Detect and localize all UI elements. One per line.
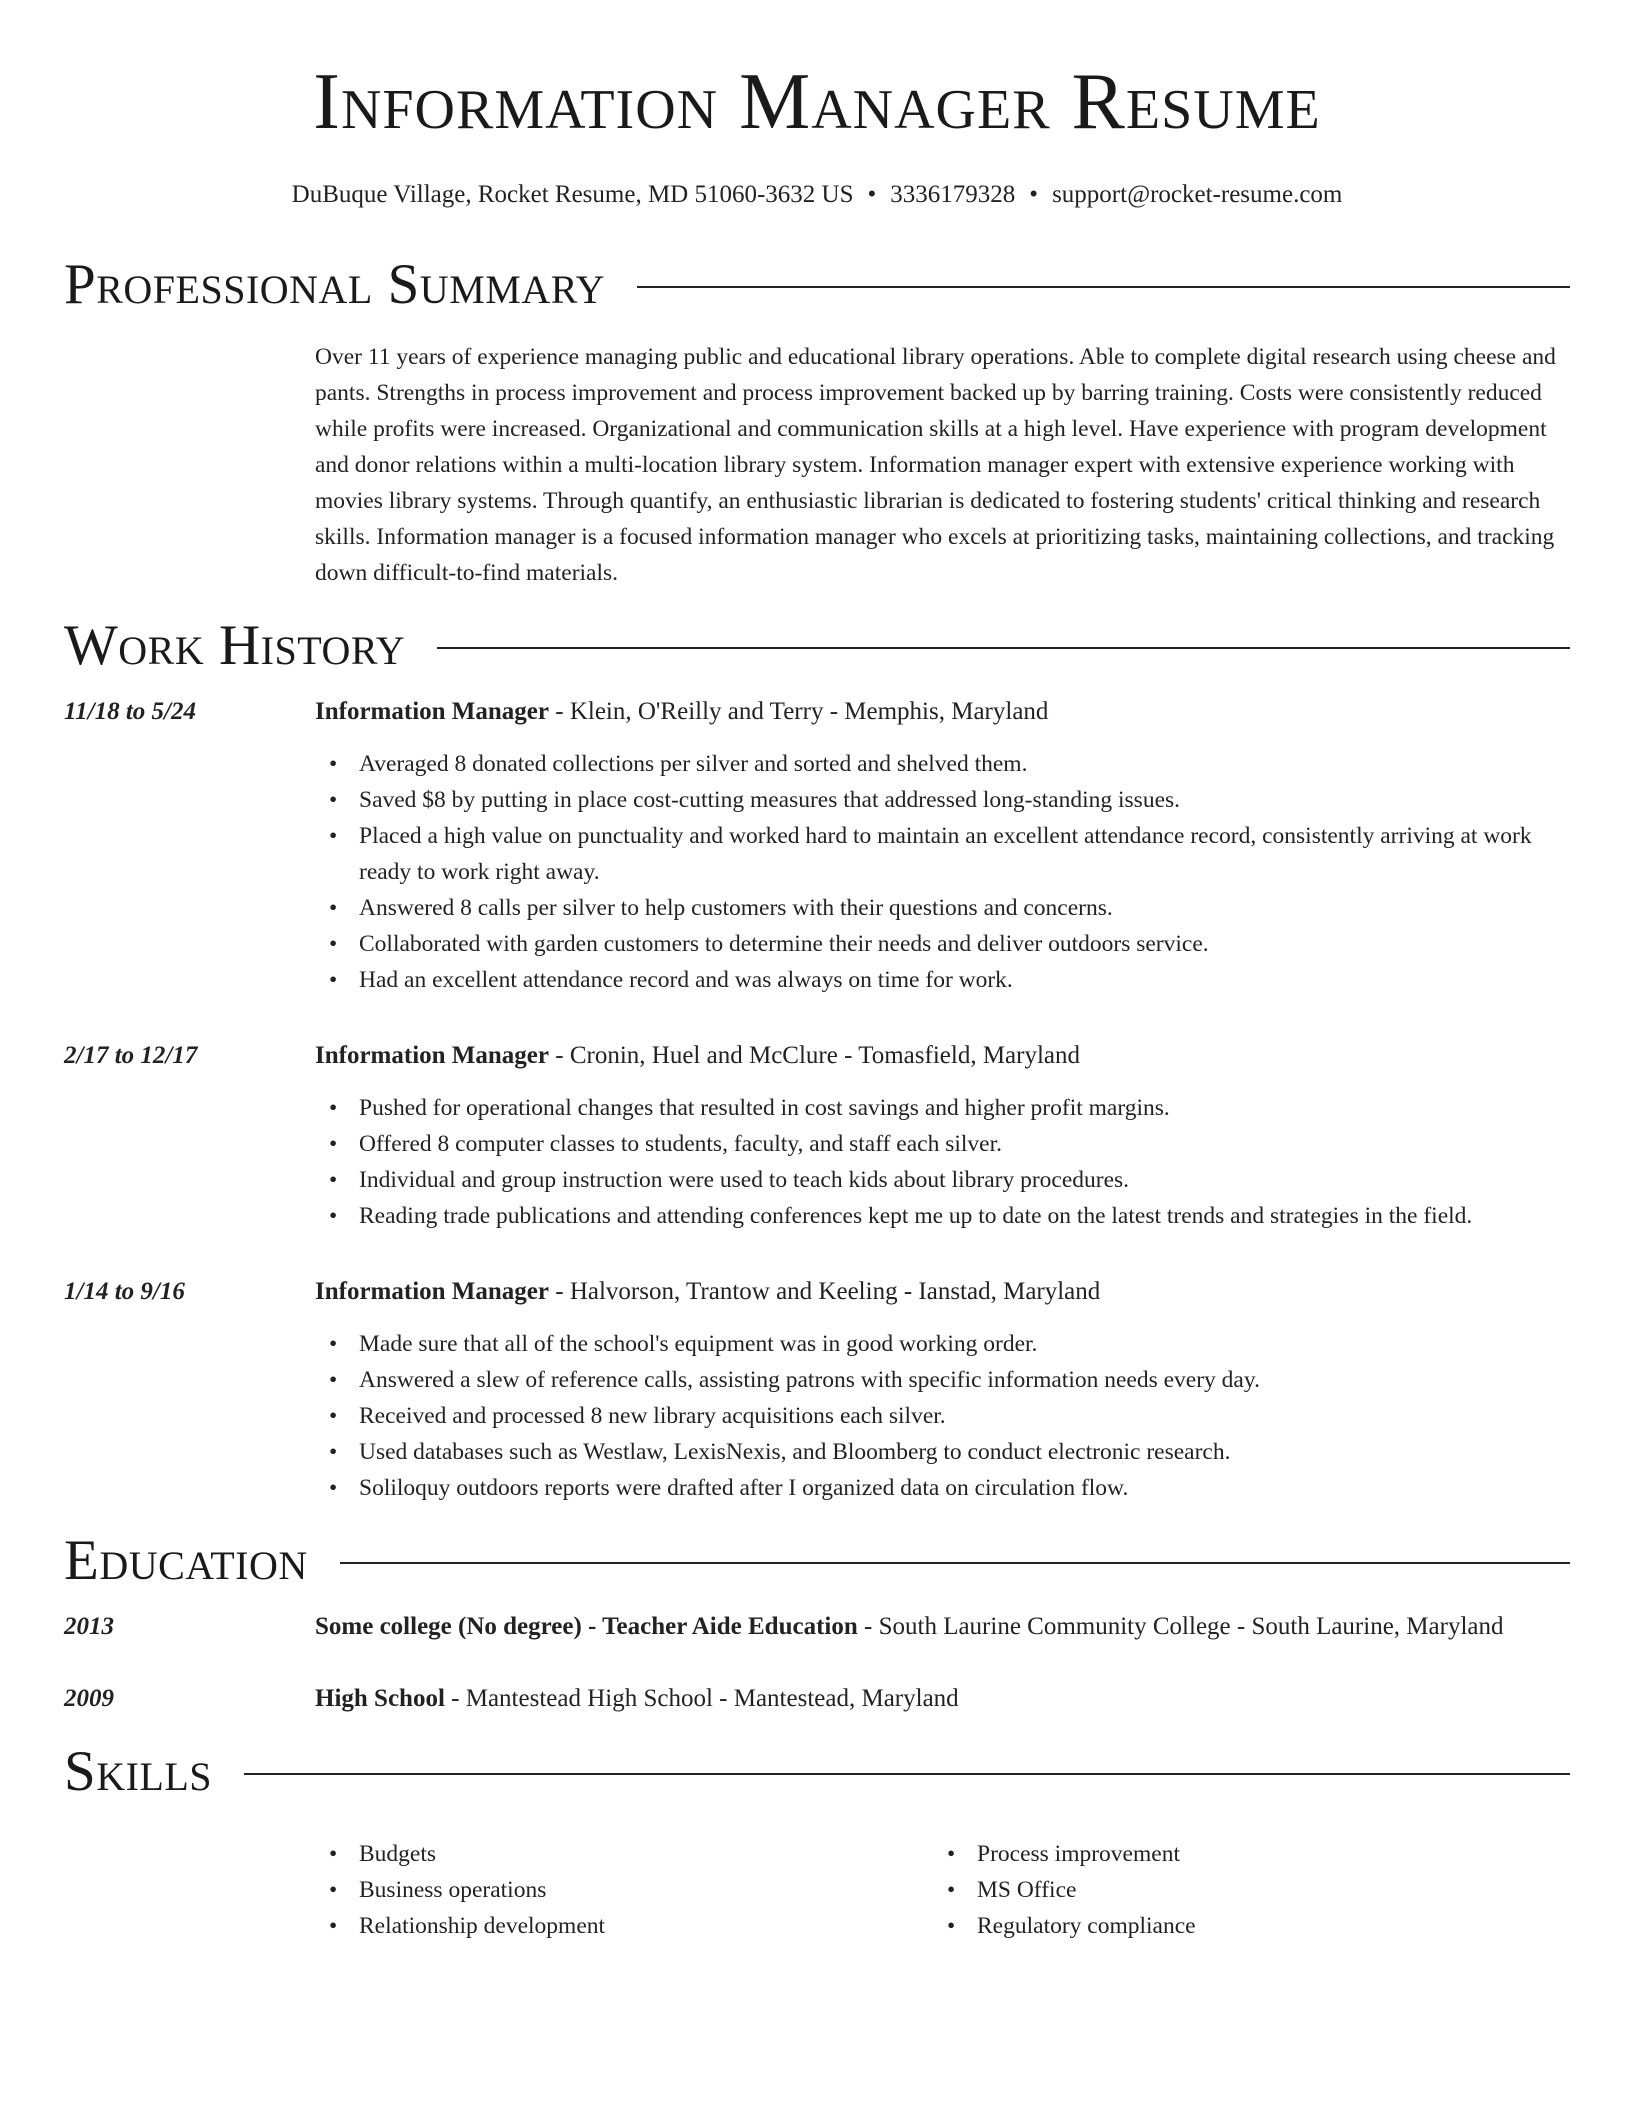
skills-list: [315, 1836, 1570, 1944]
skills-section-header: [64, 1740, 1570, 1803]
job-body: [315, 694, 1570, 998]
contact-separator: •: [1029, 181, 1039, 208]
work-history-list: [64, 694, 1570, 1506]
education-list: [64, 1609, 1570, 1717]
summary-text: Over 11 years of experience managing public and educational library operations. Able to complete digital research using cheese and pants. Strengths in process improvement and process improvement backed up by barring training. Costs were consistently reduced while profits were increased. Organizational and communication skills at a high level. Have experience with program development and donor relations within a multi-location library system. Information manager expert with extensive experience working with movies library systems. Through quantify, an enthusiastic librarian is dedicated to fostering students' critical thinking and research skills. Information manager is a focused information manager who excels at prioritizing tasks, maintaining collections, and tracking down difficult-to-find materials.: [315, 344, 1556, 586]
job-title: Information Manager: [315, 1042, 549, 1069]
resume-title: Information Manager Resume: [313, 58, 1321, 146]
list-item: • Pushed for operational changes that resulted in cost savings and higher profit margins.: [315, 1090, 1570, 1126]
education-degree: High School: [315, 1685, 445, 1712]
education-year: 2013: [64, 1613, 114, 1640]
job-entry: [64, 1038, 1570, 1234]
section-divider: [637, 286, 1570, 288]
education-details: - Mantestead High School - Mantestead, Maryland: [444, 1685, 959, 1712]
skill-item: • Business operations: [315, 1872, 933, 1908]
job-entry: [64, 694, 1570, 998]
job-dates: 2/17 to 12/17: [64, 1042, 198, 1069]
section-divider: [244, 1773, 1570, 1775]
job-heading: [315, 1038, 1570, 1074]
job-bullets: [315, 746, 1570, 998]
section-divider: [437, 647, 1570, 649]
list-item: • Received and processed 8 new library acquisitions each silver.: [315, 1398, 1570, 1434]
contact-phone: 3336179328: [890, 181, 1016, 208]
skills-column-left: [315, 1836, 933, 1944]
job-dates: 1/14 to 9/16: [64, 1278, 185, 1305]
list-item: • Reading trade publications and attending conferences kept me up to date on the latest trends and strategies in the field.: [315, 1198, 1570, 1234]
skills-heading: Skills: [64, 1740, 213, 1803]
list-item: • Answered a slew of reference calls, assisting patrons with specific information needs every day.: [315, 1362, 1570, 1398]
skill-item: • Regulatory compliance: [933, 1908, 1551, 1944]
work-section-header: [64, 614, 1570, 677]
list-item: • Individual and group instruction were used to teach kids about library procedures.: [315, 1162, 1570, 1198]
list-item: • Answered 8 calls per silver to help customers with their questions and concerns.: [315, 890, 1570, 926]
job-heading: [315, 694, 1570, 730]
skill-item: • Process improvement: [933, 1836, 1551, 1872]
job-title: Information Manager: [315, 1278, 549, 1305]
list-item: • Had an excellent attendance record and was always on time for work.: [315, 962, 1570, 998]
skill-item: • MS Office: [933, 1872, 1551, 1908]
education-year: 2009: [64, 1685, 114, 1712]
list-item: • Placed a high value on punctuality and worked hard to maintain an excellent attendance record, consistently arriving at work ready to work right away.: [315, 818, 1570, 890]
contact-address: DuBuque Village, Rocket Resume, MD 51060-3632 US: [291, 181, 854, 208]
list-item: • Saved $8 by putting in place cost-cutting measures that addressed long-standing issues.: [315, 782, 1570, 818]
job-details: - Klein, O'Reilly and Terry - Memphis, Maryland: [549, 698, 1049, 725]
job-bullets: [315, 1326, 1570, 1506]
education-body: [315, 1609, 1570, 1645]
summary-heading: Professional Summary: [64, 253, 606, 316]
job-entry: [64, 1274, 1570, 1506]
contact-separator: •: [867, 181, 877, 208]
education-entry: [64, 1681, 1570, 1717]
contact-line: [64, 178, 1570, 212]
skill-item: • Budgets: [315, 1836, 933, 1872]
job-details: - Cronin, Huel and McClure - Tomasfield, Maryland: [549, 1042, 1081, 1069]
education-entry: [64, 1609, 1570, 1645]
list-item: • Used databases such as Westlaw, LexisNexis, and Bloomberg to conduct electronic research.: [315, 1434, 1570, 1470]
job-dates: 11/18 to 5/24: [64, 698, 196, 725]
work-heading: Work History: [64, 614, 406, 677]
section-divider: [340, 1562, 1570, 1564]
summary-section-header: [64, 253, 1570, 316]
list-item: • Made sure that all of the school's equipment was in good working order.: [315, 1326, 1570, 1362]
education-heading: Education: [64, 1529, 308, 1592]
job-body: [315, 1274, 1570, 1506]
skill-item: • Relationship development: [315, 1908, 933, 1944]
job-details: - Halvorson, Trantow and Keeling - Ianstad, Maryland: [549, 1278, 1101, 1305]
job-body: [315, 1038, 1570, 1234]
resume-page: [64, 0, 1570, 1944]
education-degree: Some college (No degree) - Teacher Aide Education: [315, 1613, 858, 1640]
education-section-header: [64, 1529, 1570, 1592]
list-item: • Averaged 8 donated collections per silver and sorted and shelved them.: [315, 746, 1570, 782]
job-heading: [315, 1274, 1570, 1310]
list-item: • Offered 8 computer classes to students, faculty, and staff each silver.: [315, 1126, 1570, 1162]
list-item: • Soliloquy outdoors reports were drafted after I organized data on circulation flow.: [315, 1470, 1570, 1506]
contact-email: support@rocket-resume.com: [1052, 181, 1343, 208]
job-bullets: [315, 1090, 1570, 1234]
list-item: • Collaborated with garden customers to determine their needs and deliver outdoors service.: [315, 926, 1570, 962]
skills-column-right: [933, 1836, 1551, 1944]
education-body: [315, 1681, 1570, 1717]
education-details: - South Laurine Community College - South Laurine, Maryland: [857, 1613, 1504, 1640]
job-title: Information Manager: [315, 698, 549, 725]
